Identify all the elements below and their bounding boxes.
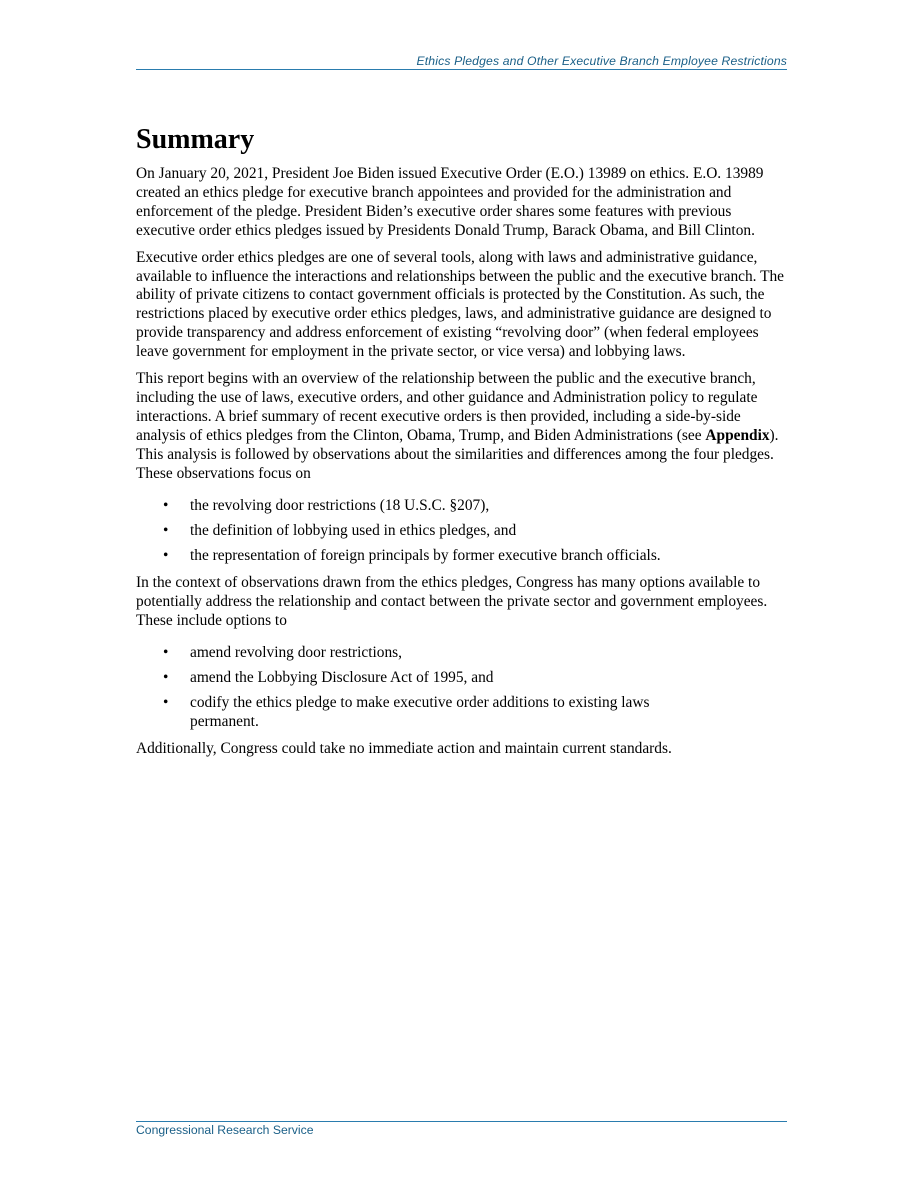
focus-list [136, 497, 788, 567]
footer-rule [136, 1121, 787, 1122]
section-heading: Summary [136, 124, 255, 155]
paragraph-ethics-tools: Executive order ethics pledges are one of several tools, along with laws and administrative guidance, available to influence the interactions and relationships between the public and the executive branch. The ability of private citizens to contact government officials is protected by the Constitution. As such, the restrictions placed by executive order ethics pledges, laws, and administrative guidance are designed to provide transparency and address enforcement of existing “revolving door” (when federal employees leave government for employment in the private sector, or vice versa) and lobbying laws. [136, 248, 785, 361]
footer-org: Congressional Research Service [136, 1123, 314, 1137]
appendix-reference: Appendix [705, 426, 770, 444]
list-item-text: amend the Lobbying Disclosure Act of 1995, and [190, 669, 494, 687]
list-item [136, 522, 686, 541]
bullet-icon: • [163, 496, 169, 514]
report-text-before: This report begins with an overview of the relationship between the public and the executive branch, including the use of laws, executive orders, and other guidance and Administration policy to regulate interactions. A brief summary of recent executive orders is then provided, including a side-by-side analysis of ethics pledges from the Clinton, Obama, Trump, and Biden Administrations (see [136, 370, 758, 444]
report-text-after: ). This analysis is followed by observations about the similarities and differences among the four pledges. These observations focus on [136, 426, 779, 482]
bullet-icon: • [163, 669, 169, 687]
bullet-icon: • [163, 643, 169, 661]
summary-section [136, 122, 788, 767]
list-item-text: the revolving door restrictions (18 U.S.C. §207), [190, 496, 490, 514]
options-list [136, 644, 788, 732]
paragraph-report-overview [136, 370, 788, 483]
list-item [136, 547, 790, 566]
list-item-text: codify the ethics pledge to make executive order additions to existing laws permanent. [190, 694, 650, 731]
bullet-icon: • [163, 521, 169, 539]
bullet-icon: • [163, 547, 169, 565]
bullet-icon: • [163, 694, 169, 712]
list-item-text: amend revolving door restrictions, [190, 643, 402, 661]
list-item [136, 694, 686, 732]
list-item-text: the representation of foreign principals by former executive branch officials. [190, 547, 661, 565]
header-rule [136, 69, 787, 70]
list-item-text: the definition of lobbying used in ethics pledges, and [190, 521, 517, 539]
list-item [136, 644, 686, 663]
paragraph-closing: Additionally, Congress could take no immediate action and maintain current standards. [136, 740, 672, 758]
list-item [136, 669, 686, 688]
paragraph-congress-options: In the context of observations drawn from the ethics pledges, Congress has many options available to potentially address the relationship and contact between the private sector and government employees. These include options to [136, 574, 768, 629]
paragraph-eo-13989: On January 20, 2021, President Joe Biden issued Executive Order (E.O.) 13989 on ethics. E.O. 13989 created an ethics pledge for executive branch appointees and provided for the administration and enforcement of the pledge. President Biden’s executive order shares some features with previous executive order ethics pledges issued by Presidents Donald Trump, Barack Obama, and Bill Clinton. [136, 165, 764, 239]
list-item [136, 497, 686, 516]
running-header-title: Ethics Pledges and Other Executive Branch Employee Restrictions [416, 54, 787, 68]
